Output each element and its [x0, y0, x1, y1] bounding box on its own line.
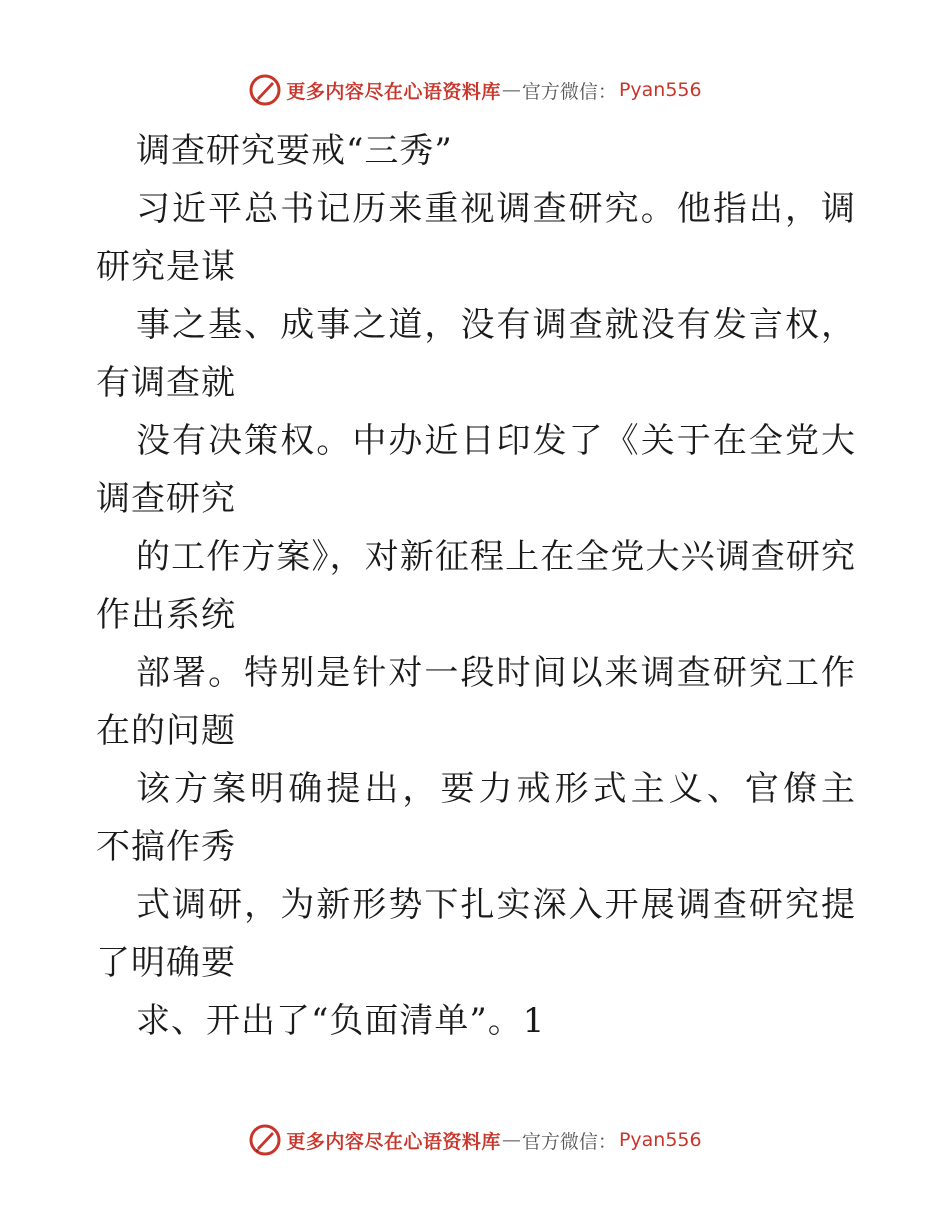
footer-dash: — [501, 1129, 521, 1151]
article-line-3: 事之基、成事之道，没有调查就没有发言权， [136, 305, 856, 345]
article-line-15: 求、开出了“负面清单”。1 [136, 1001, 546, 1041]
article-line-9: 部署。特别是针对一段时间以来调查研究工作 [136, 653, 856, 693]
article-line-6: 调查研究 [96, 479, 236, 519]
article-body [96, 122, 856, 1050]
article-line-14: 了明确要 [96, 943, 236, 983]
article-line-13: 式调研，为新形势下扎实深入开展调查研究提 [136, 885, 856, 925]
article-line-4: 有调查就 [96, 363, 236, 403]
article-line-2: 研究是谋 [96, 247, 236, 287]
footer-wechat-label: 官方微信： [521, 1130, 617, 1153]
quill-logo-icon [248, 1123, 282, 1157]
article-title: 调查研究要戒“三秀” [136, 131, 453, 171]
header-promo-text: 更多内容尽在心语资料库 [286, 80, 501, 103]
footer-wechat-handle: Pyan556 [618, 1129, 702, 1151]
article-line-5: 没有决策权。中办近日印发了《关于在全党大 [136, 421, 856, 461]
article-line-11: 该方案明确提出，要力戒形式主义、官僚主 [136, 769, 856, 809]
header-dash: — [501, 79, 521, 101]
article-line-7: 的工作方案》，对新征程上在全党大兴调查研究 [136, 537, 856, 577]
header-banner [0, 70, 950, 110]
article-line-1: 习近平总书记历来重视调查研究。他指出，调 [136, 189, 856, 229]
footer-banner [0, 1120, 950, 1160]
header-wechat-handle: Pyan556 [618, 79, 702, 101]
footer-promo-text: 更多内容尽在心语资料库 [286, 1130, 501, 1153]
header-wechat-label: 官方微信： [521, 80, 617, 103]
article-line-10: 在的问题 [96, 711, 236, 751]
article-line-12: 不搞作秀 [96, 827, 236, 867]
quill-logo-icon [248, 73, 282, 107]
article-line-8: 作出系统 [96, 595, 236, 635]
